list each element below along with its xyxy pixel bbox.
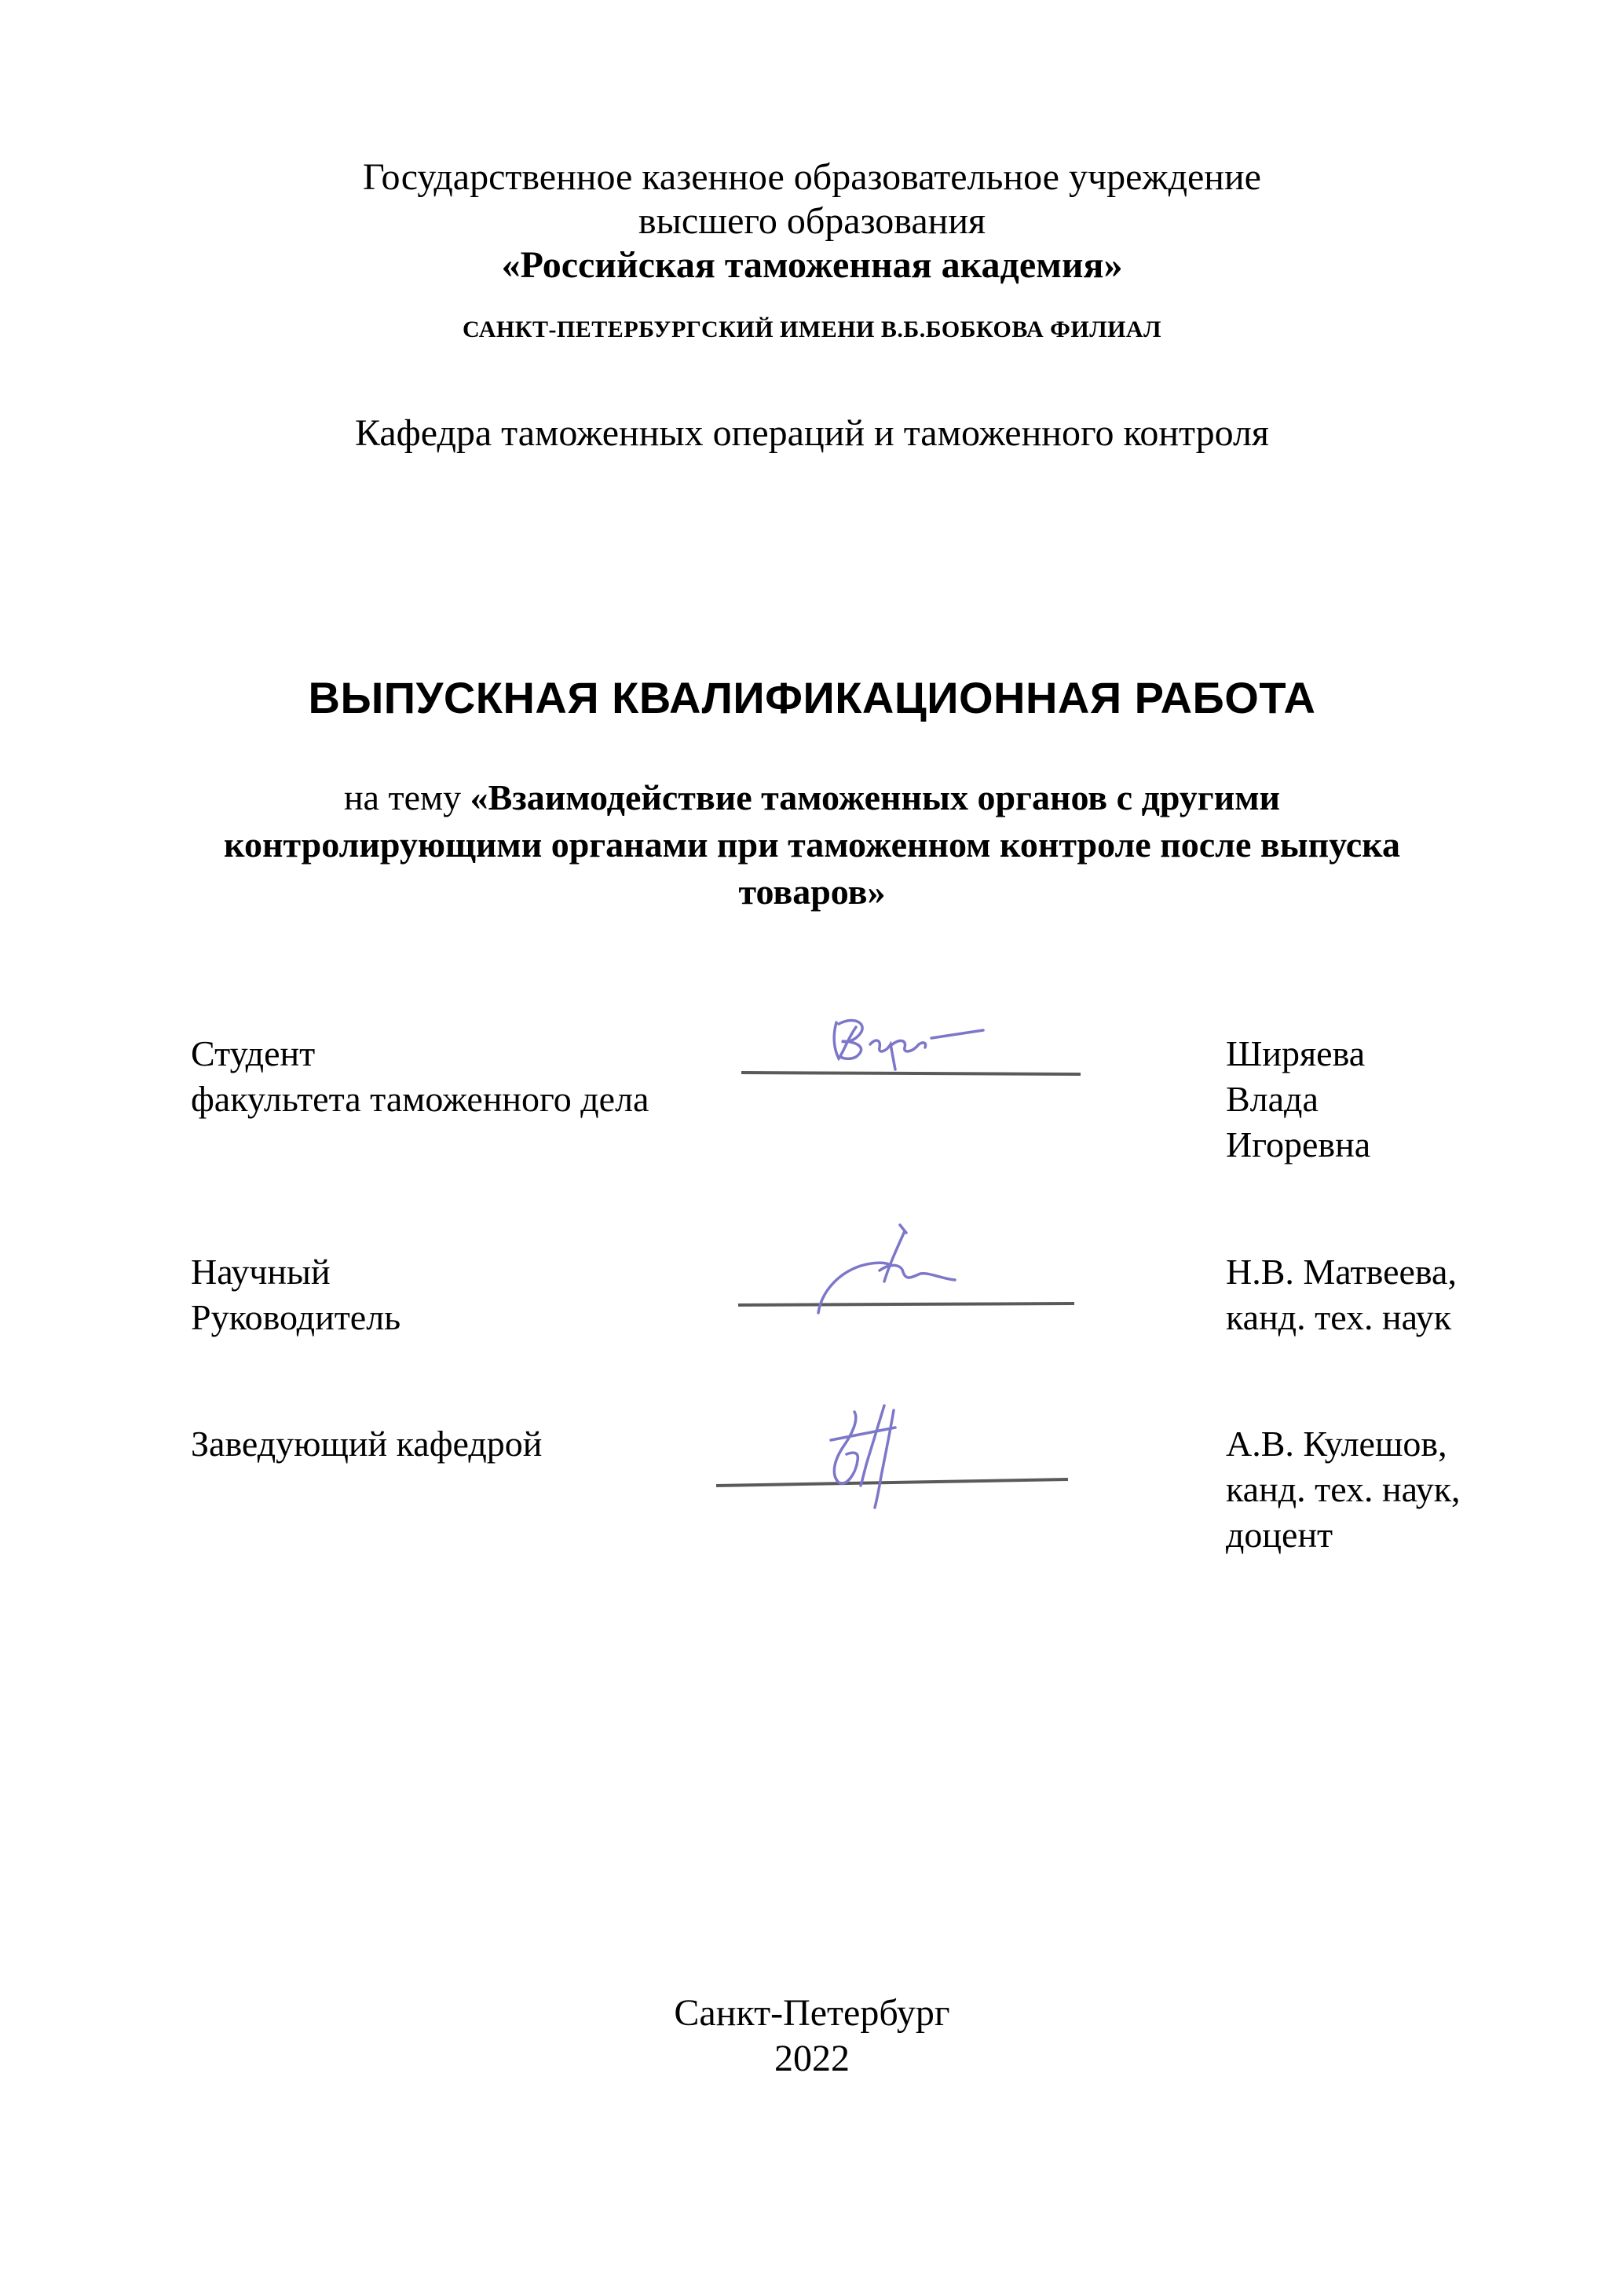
name-line: Игоревна [1226, 1124, 1371, 1164]
role-line: Руководитель [191, 1297, 401, 1337]
name-line: Ширяева [1226, 1033, 1366, 1073]
head-signature [713, 1398, 1074, 1515]
name-line: доцент [1226, 1515, 1333, 1555]
footer-year: 2022 [774, 2038, 850, 2079]
institution-line-2: высшего образования [638, 200, 986, 242]
academy-name: «Российская таможенная академия» [501, 244, 1123, 286]
topic-line-2: контролирующими органами при таможенном контроле после выпуска [224, 824, 1400, 865]
document-title: ВЫПУСКНАЯ КВАЛИФИКАЦИОННАЯ РАБОТА [308, 673, 1316, 722]
institution-line-1: Государственное казенное образовательное учреждение [363, 156, 1261, 198]
branch-name: САНКТ-ПЕТЕРБУРГСКИЙ ИМЕНИ В.Б.БОБКОВА ФИЛИАЛ [463, 316, 1161, 342]
role-line: Студент [191, 1033, 316, 1073]
supervisor-signature [735, 1217, 1096, 1319]
name-line: Влада [1226, 1079, 1319, 1119]
role-line: Заведующий кафедрой [191, 1424, 543, 1464]
topic-line-3: товаров» [738, 872, 886, 912]
topic-text-1: «Взаимодействие таможенных органов с другими [470, 777, 1281, 817]
name-line: А.В. Кулешов, [1226, 1424, 1447, 1464]
topic-prefix: на тему [343, 777, 470, 817]
student-signature [738, 997, 1099, 1084]
name-line: канд. тех. наук [1226, 1297, 1452, 1337]
role-line: факультета таможенного дела [191, 1079, 649, 1119]
name-line: канд. тех. наук, [1226, 1469, 1461, 1509]
topic-line-1 [85, 774, 1539, 821]
role-line: Научный [191, 1252, 331, 1292]
department-name: Кафедра таможенных операций и таможенного контроля [354, 412, 1270, 454]
name-line: Н.В. Матвеева, [1226, 1252, 1457, 1292]
footer-city: Санкт-Петербург [674, 1992, 950, 2034]
